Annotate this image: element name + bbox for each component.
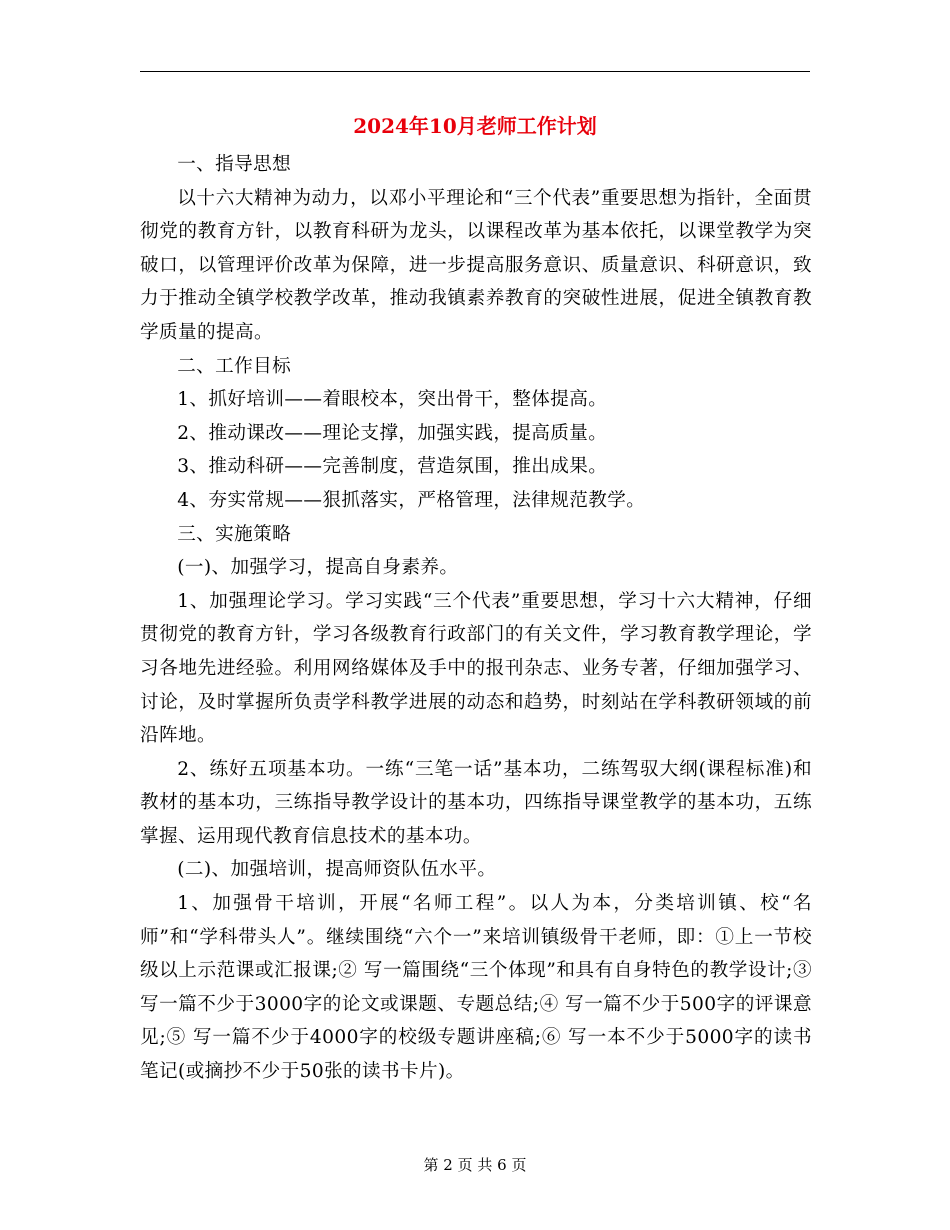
section-heading: 二、工作目标 <box>177 355 292 377</box>
section-heading: 一、指导思想 <box>177 154 292 175</box>
section-heading: 三、实施策略 <box>177 523 292 545</box>
header-rule <box>140 71 810 72</box>
list-item: 1、抓好培训——着眼校本，突出骨干，整体提高。 <box>177 389 608 411</box>
document-title: 2024年10月老师工作计划 <box>353 114 597 138</box>
body-paragraph: 以十六大精神为动力，以邓小平理论和“三个代表”重要思想为指针，全面贯彻党的教育方针，以教育科研为龙头，以课程改革为基本依托，以课堂教学为突破口，以管理评价改革为保障，进一步提高服务意识、质量意识、科研意识，致力于推动全镇学校教学改革，推动我镇素养教育的突破性进展，促进全镇教育教学质量的提高。 <box>140 187 812 343</box>
document-body <box>140 148 812 1089</box>
list-item: 4、夯实常规——狠抓落实，严格管理，法律规范教学。 <box>177 489 646 511</box>
list-item: 2、推动课改——理论支撑，加强实践，提高质量。 <box>177 422 608 444</box>
subsection-heading: (二)、加强培训，提高师资队伍水平。 <box>177 859 497 881</box>
subsection-heading: (一)、加强学习，提高自身素养。 <box>177 557 459 579</box>
list-item: 3、推动科研——完善制度，营造氛围，推出成果。 <box>177 456 608 478</box>
body-paragraph: 1、加强骨干培训，开展“名师工程”。以人为本，分类培训镇、校“名师”和“学科带头人”。继续围绕“六个一”来培训镇级骨干老师，即：①上一节校级以上示范课或汇报课;② 写一篇围绕“三个体现”和具有自身特色的教学设计;③ 写一篇不少于3000字的论文或课题、专题总结;④ 写一篇不少于500字的评课意见;⑤ 写一篇不少于4000字的校级专题讲座稿;⑥ 写一本不少于5000字的读书笔记(或摘抄不少于50张的读书卡片)。 <box>140 893 812 1083</box>
body-paragraph: 1、加强理论学习。学习实践“三个代表”重要思想，学习十六大精神，仔细贯彻党的教育方针，学习各级教育行政部门的有关文件，学习教育教学理论，学习各地先进经验。利用网络媒体及手中的报刊杂志、业务专著，仔细加强学习、讨论，及时掌握所负责学科教学进展的动态和趋势，时刻站在学科教研领域的前沿阵地。 <box>140 590 812 747</box>
body-paragraph: 2、练好五项基本功。一练“三笔一话”基本功，二练驾驭大纲(课程标准)和教材的基本功，三练指导教学设计的基本功，四练指导课堂教学的基本功，五练掌握、运用现代教育信息技术的基本功。 <box>140 758 812 847</box>
page-number: 第 2 页 共 6 页 <box>423 1156 527 1174</box>
